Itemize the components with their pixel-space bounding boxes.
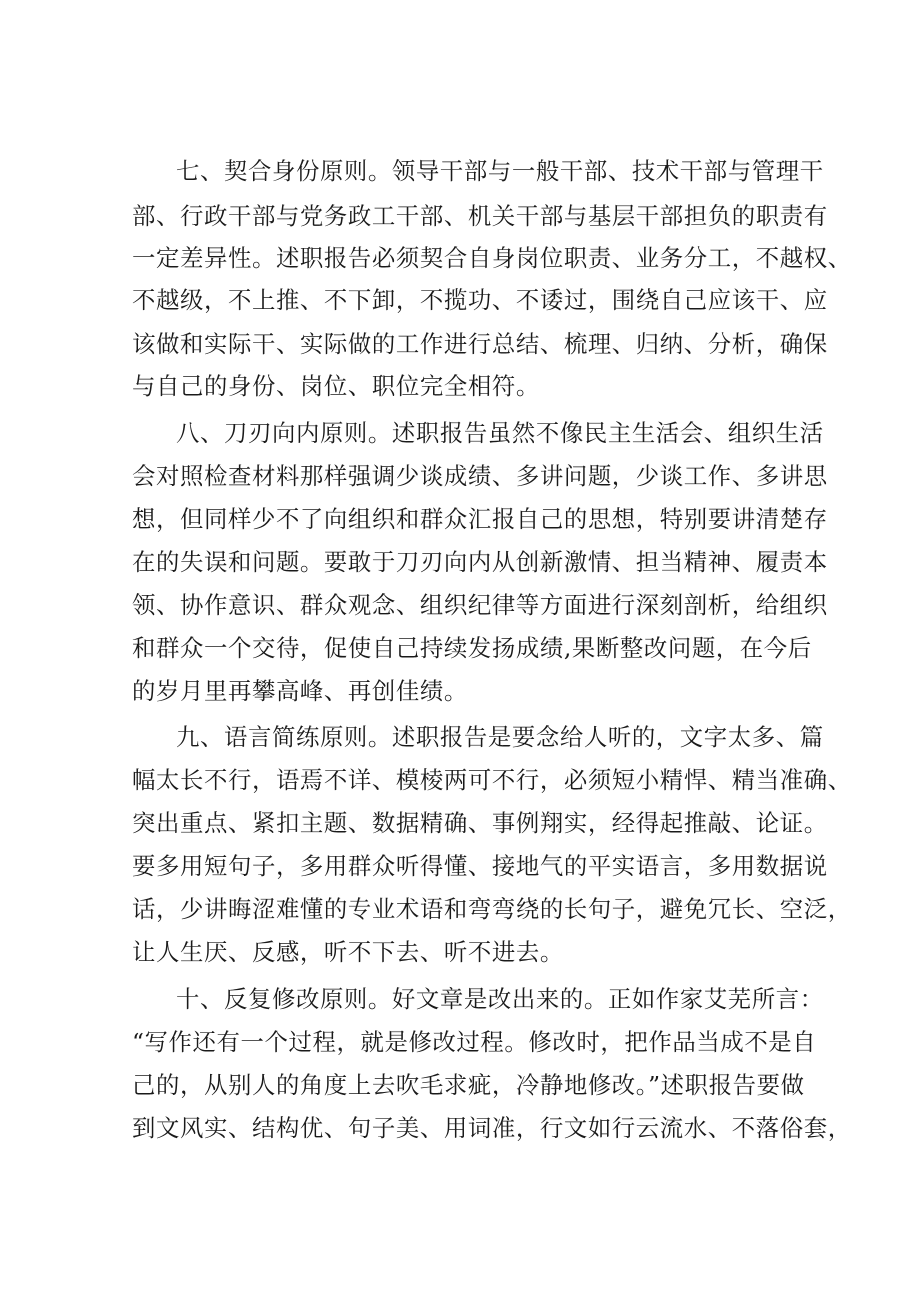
paragraph-7-line-3: 一定差异性。述职报告必须契合自身岗位职责、业务分工，不越权、 <box>132 244 852 272</box>
paragraph-8-line-4: 在的失误和问题。要敢于刀刃向内从创新激情、担当精神、履责本 <box>132 548 828 576</box>
paragraph-9-line-6: 让人生厌、反感，听不下去、听不进去。 <box>132 938 564 966</box>
paragraph-8-line-6: 和群众一个交待，促使自己持续发扬成绩,果断整改问题，在今后 <box>132 634 812 662</box>
paragraph-7-line-1: 七、契合身份原则。领导干部与一般干部、技术干部与管理干 <box>176 157 824 185</box>
paragraph-9-line-4: 要多用短句子，多用群众听得懂、接地气的平实语言，多用数据说 <box>132 852 828 880</box>
paragraph-10-line-1: 十、反复修改原则。好文章是改出来的。正如作家艾芜所言： <box>176 985 824 1013</box>
paragraph-10-line-3: 己的，从别人的角度上去吹毛求疵，冷静地修改。”述职报告要做 <box>132 1071 805 1099</box>
paragraph-8-line-7: 的岁月里再攀高峰、再创佳绩。 <box>132 677 468 705</box>
paragraph-7-line-4: 不越级，不上推、不下卸，不揽功、不诿过，围绕自己应该干、应 <box>132 286 828 314</box>
paragraph-7-line-5: 该做和实际干、实际做的工作进行总结、梳理、归纳、分析，确保 <box>132 330 828 358</box>
paragraph-10-line-2: “写作还有一个过程，就是修改过程。修改时，把作品当成不是自 <box>132 1028 817 1056</box>
paragraph-8-line-5: 领、协作意识、群众观念、组织纪律等方面进行深刻剖析，给组织 <box>132 591 828 619</box>
paragraph-9-line-5: 话，少讲晦涩难懂的专业术语和弯弯绕的长句子，避免冗长、空泛， <box>132 895 852 923</box>
paragraph-8-line-1: 八、刀刃向内原则。述职报告虽然不像民主生活会、组织生活 <box>176 419 824 447</box>
paragraph-9-line-3: 突出重点、紧扣主题、数据精确、事例翔实，经得起推敲、论证。 <box>132 809 828 837</box>
paragraph-8-line-3: 想，但同样少不了向组织和群众汇报自己的思想，特别要讲清楚存 <box>132 505 828 533</box>
paragraph-7-line-6: 与自己的身份、岗位、职位完全相符。 <box>132 372 540 400</box>
paragraph-8-line-2: 会对照检查材料那样强调少谈成绩、多讲问题，少谈工作、多讲思 <box>132 462 828 490</box>
paragraph-9-line-2: 幅太长不行，语焉不详、模棱两可不行，必须短小精悍、精当准确、 <box>132 766 852 794</box>
paragraph-9-line-1: 九、语言简练原则。述职报告是要念给人听的，文字太多、篇 <box>176 723 824 751</box>
paragraph-10-line-4: 到文风实、结构优、句子美、用词准，行文如行云流水、不落俗套， <box>132 1114 852 1142</box>
paragraph-7-line-2: 部、行政干部与党务政工干部、机关干部与基层干部担负的职责有 <box>132 202 828 230</box>
